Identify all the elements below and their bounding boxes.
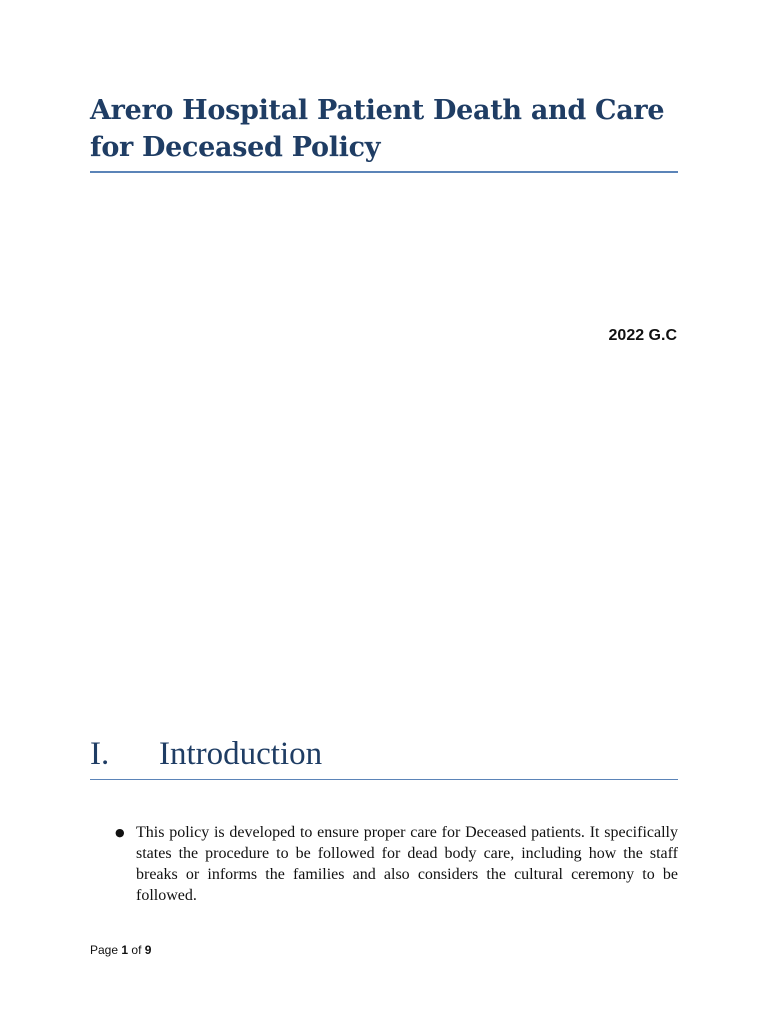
section-heading-text: Introduction [159,736,323,772]
title-divider [90,171,678,173]
section-divider [90,779,678,780]
page-footer [90,943,151,957]
bullet-icon: ● [115,826,125,839]
of-label: of [131,943,142,957]
document-title: Arero Hospital Patient Death and Care for Deceased Policy [90,95,665,163]
current-page: 1 [121,943,129,957]
section-number: I. [90,736,110,772]
bullet-list [90,822,678,906]
list-item [90,822,678,906]
total-pages: 9 [144,943,152,957]
page-label: Page [90,943,119,957]
document-date: 2022 G.C [608,327,677,344]
bullet-text: This policy is developed to ensure proper care for Deceased patients. It specifically states the procedure to be followed for dead body care, including how the staff breaks or informs the families and also considers the cultural ceremony to be followed. [136,824,678,904]
section-heading [90,732,322,776]
